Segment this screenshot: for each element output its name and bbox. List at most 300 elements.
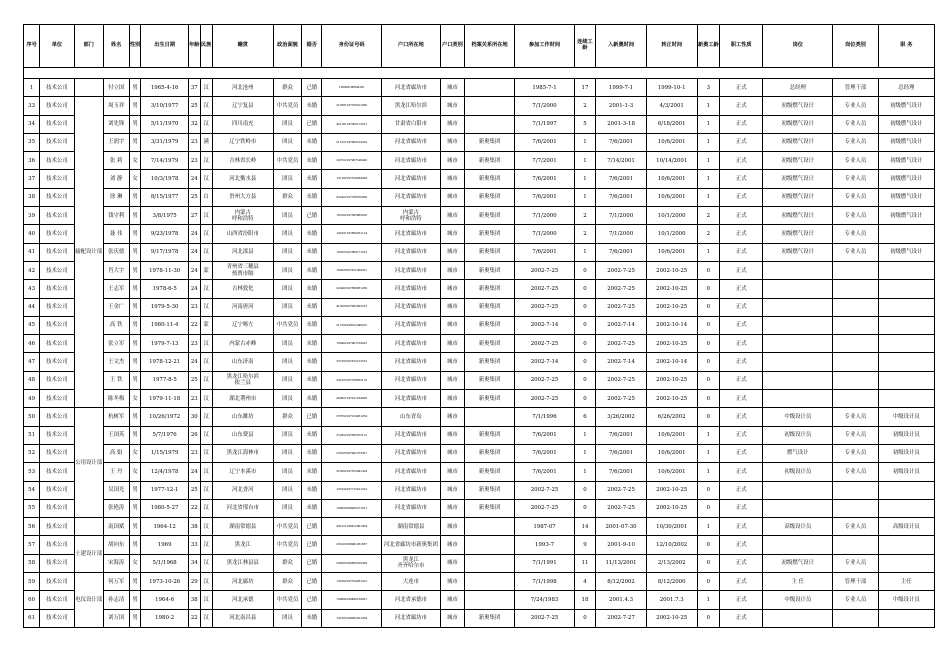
join-date-cell: 2002-7-14 — [596, 353, 647, 371]
gender-cell: 男 — [129, 316, 141, 334]
company-years-cell: 1 — [697, 243, 720, 261]
age-cell: 24 — [188, 353, 200, 371]
column-header: 新奥工龄 — [697, 25, 720, 68]
native-place-cell: 黑龙江哈尔滨 依兰县 — [212, 371, 273, 389]
regularization-date-cell: 10/30/2001 — [646, 518, 697, 536]
title-cell — [878, 609, 934, 627]
serial-cell: 39 — [24, 207, 40, 225]
name-cell: 高 铁 — [103, 316, 129, 334]
id-number-cell: 370103197812212512 — [322, 353, 381, 371]
company-years-cell: 0 — [697, 499, 720, 517]
ethnicity-cell: 汉 — [200, 225, 212, 243]
name-cell: 刘万国 — [103, 609, 129, 627]
employee-type-cell: 正式 — [720, 426, 763, 444]
hukou-type-cell: 城市 — [441, 463, 465, 481]
position-category-cell: 专业人员 — [833, 152, 878, 170]
employee-type-cell: 正式 — [720, 170, 763, 188]
serial-cell: 40 — [24, 225, 40, 243]
age-cell: 34 — [188, 554, 200, 572]
age-cell: 38 — [188, 518, 200, 536]
title-cell: 初级燃气设计 — [878, 170, 934, 188]
birth-date-cell: 1977-8-5 — [141, 371, 188, 389]
position-category-cell: 专业人员 — [833, 444, 878, 462]
name-cell: 张艳涛 — [103, 499, 129, 517]
join-date-cell: 2002-7-25 — [596, 499, 647, 517]
id-number-cell: 230103196901261637 — [322, 536, 381, 554]
archive-location-cell: 新奥集团 — [464, 280, 515, 298]
archive-location-cell — [464, 573, 515, 591]
birth-date-cell: 10/3/1978 — [141, 170, 188, 188]
serial-cell: 43 — [24, 280, 40, 298]
age-cell: 29 — [188, 573, 200, 591]
id-number-cell: 210502197812041324 — [322, 463, 381, 481]
birth-date-cell: 1973-10-26 — [141, 573, 188, 591]
native-place-cell: 黑龙江 — [212, 536, 273, 554]
employee-type-cell: 正式 — [720, 499, 763, 517]
birth-date-cell: 1979-11-18 — [141, 390, 188, 408]
political-status-cell: 团员 — [273, 298, 301, 316]
gender-cell: 男 — [129, 133, 141, 151]
serial-cell: 38 — [24, 188, 40, 206]
regularization-date-cell: 10/6/2001 — [646, 243, 697, 261]
archive-location-cell: 新奥集团 — [464, 499, 515, 517]
join-date-cell: 2002-7-25 — [596, 390, 647, 408]
archive-location-cell — [464, 97, 515, 115]
work-start-date-cell: 7/6/2001 — [515, 444, 574, 462]
service-years-cell: 14 — [574, 518, 596, 536]
name-cell: 吴国光 — [103, 481, 129, 499]
service-years-cell: 0 — [574, 280, 596, 298]
archive-location-cell: 新奥集团 — [464, 243, 515, 261]
regularization-date-cell: 4/3/2001 — [646, 97, 697, 115]
work-start-date-cell: 7/1/2000 — [515, 225, 574, 243]
marital-status-cell: 未婚 — [302, 261, 322, 279]
table-row — [24, 426, 935, 444]
gender-cell: 男 — [129, 426, 141, 444]
service-years-cell: 0 — [574, 609, 596, 627]
political-status-cell: 团员 — [273, 261, 301, 279]
name-cell: 肖大宇 — [103, 261, 129, 279]
position-category-cell — [833, 316, 878, 334]
age-cell: 23 — [188, 152, 200, 170]
column-header: 连续工龄 — [574, 25, 596, 68]
employee-type-cell: 正式 — [720, 591, 763, 609]
native-place-cell: 辽宁喀左 — [212, 316, 273, 334]
marital-status-cell: 已婚 — [302, 79, 322, 97]
employee-type-cell: 正式 — [720, 79, 763, 97]
marital-status-cell: 未婚 — [302, 426, 322, 444]
age-cell: 25 — [188, 97, 200, 115]
join-date-cell: 7/1/2000 — [596, 225, 647, 243]
employee-type-cell: 正式 — [720, 390, 763, 408]
gender-cell: 男 — [129, 79, 141, 97]
native-place-cell: 辽宁复县 — [212, 97, 273, 115]
birth-date-cell: 3/31/1979 — [141, 133, 188, 151]
join-date-cell: 11/13/2001 — [596, 554, 647, 572]
hukou-type-cell: 城市 — [441, 298, 465, 316]
service-years-cell: 0 — [574, 499, 596, 517]
marital-status-cell: 未婚 — [302, 481, 322, 499]
position-category-cell — [833, 280, 878, 298]
archive-location-cell: 新奥集团 — [464, 444, 515, 462]
birth-date-cell: 1964-12 — [141, 518, 188, 536]
regularization-date-cell: 10/1/2000 — [646, 207, 697, 225]
position-category-cell: 专业人员 — [833, 463, 878, 481]
position-category-cell: 专业人员 — [833, 170, 878, 188]
join-date-cell: 3/26/2002 — [596, 408, 647, 426]
position-cell: 初级设计员 — [763, 463, 833, 481]
join-date-cell: 7/6/2001 — [596, 188, 647, 206]
marital-status-cell: 未婚 — [302, 390, 322, 408]
serial-cell: 35 — [24, 133, 40, 151]
unit-cell: 技术公司 — [40, 390, 74, 408]
id-number-cell: 210281197703101456 — [322, 97, 381, 115]
ethnicity-cell: 汉 — [200, 554, 212, 572]
position-category-cell: 专业人员 — [833, 115, 878, 133]
hukou-type-cell: 城市 — [441, 408, 465, 426]
hukou-location-cell: 河北省廊坊市 — [381, 316, 440, 334]
position-cell: 初级燃气设计 — [763, 152, 833, 170]
archive-location-cell — [464, 408, 515, 426]
table-row — [24, 609, 935, 627]
ethnicity-cell: 汉 — [200, 298, 212, 316]
service-years-cell: 18 — [574, 591, 596, 609]
name-cell: 钱守利 — [103, 207, 129, 225]
company-years-cell: 0 — [697, 390, 720, 408]
gender-cell: 男 — [129, 371, 141, 389]
work-start-date-cell: 7/6/2001 — [515, 243, 574, 261]
unit-cell: 技术公司 — [40, 481, 74, 499]
gender-cell: 男 — [129, 115, 141, 133]
position-cell: 初级燃气设计 — [763, 554, 833, 572]
age-cell: 23 — [188, 298, 200, 316]
company-years-cell: 1 — [697, 97, 720, 115]
unit-cell: 技术公司 — [40, 536, 74, 554]
hukou-location-cell: 黑龙江 齐齐哈尔市 — [381, 554, 440, 572]
position-category-cell: 专业人员 — [833, 207, 878, 225]
name-cell: 徐 琳 — [103, 188, 129, 206]
join-date-cell: 2002-7-25 — [596, 481, 647, 499]
work-start-date-cell: 7/6/2001 — [515, 426, 574, 444]
native-place-cell: 辽宁铁岭市 — [212, 133, 273, 151]
name-cell: 宋海涛 — [103, 554, 129, 572]
column-header: 序号 — [24, 25, 40, 68]
service-years-cell: 1 — [574, 170, 596, 188]
hukou-type-cell: 城市 — [441, 335, 465, 353]
serial-cell: 37 — [24, 170, 40, 188]
column-header: 档案关系所在地 — [464, 25, 515, 68]
position-cell: 初级燃气设计 — [763, 188, 833, 206]
name-cell: 高 娟 — [103, 444, 129, 462]
birth-date-cell: 1965-4-16 — [141, 79, 188, 97]
ethnicity-cell: 汉 — [200, 444, 212, 462]
hukou-type-cell: 城市 — [441, 426, 465, 444]
work-start-date-cell: 7/1/1998 — [515, 573, 574, 591]
gender-cell: 男 — [129, 97, 141, 115]
title-cell: 中级设计员 — [878, 591, 934, 609]
id-number-cell: 150102197503085018 — [322, 207, 381, 225]
archive-location-cell: 新奥集团 — [464, 225, 515, 243]
serial-cell: 53 — [24, 463, 40, 481]
serial-cell: 49 — [24, 390, 40, 408]
id-number-cell: 412926197905302213 — [322, 298, 381, 316]
dept-cell — [74, 518, 103, 536]
marital-status-cell: 未婚 — [302, 353, 322, 371]
serial-cell: 33 — [24, 97, 40, 115]
serial-cell: 57 — [24, 536, 40, 554]
join-date-cell: 2002-7-25 — [596, 280, 647, 298]
table-row — [24, 188, 935, 206]
unit-cell: 技术公司 — [40, 225, 74, 243]
regularization-date-cell: 10/6/2001 — [646, 170, 697, 188]
unit-cell: 技术公司 — [40, 463, 74, 481]
title-cell — [878, 261, 934, 279]
gender-cell: 男 — [129, 207, 141, 225]
id-number-cell: 222403197806051230 — [322, 280, 381, 298]
company-years-cell: 0 — [697, 481, 720, 499]
service-years-cell: 2 — [574, 207, 596, 225]
unit-cell: 技术公司 — [40, 591, 74, 609]
column-header: 参加工作时间 — [515, 25, 574, 68]
hukou-location-cell: 河北省廊坊市 — [381, 298, 440, 316]
join-date-cell: 2001-9-10 — [596, 536, 647, 554]
birth-date-cell: 3/10/1977 — [141, 97, 188, 115]
regularization-date-cell: 2002-10-25 — [646, 261, 697, 279]
gender-cell: 女 — [129, 152, 141, 170]
name-cell: 王国英 — [103, 426, 129, 444]
birth-date-cell: 1969 — [141, 536, 188, 554]
marital-status-cell: 未婚 — [302, 463, 322, 481]
native-place-cell: 吉林省长岭 — [212, 152, 273, 170]
employee-type-cell: 正式 — [720, 261, 763, 279]
company-years-cell: 1 — [697, 444, 720, 462]
marital-status-cell: 未婚 — [302, 609, 322, 627]
work-start-date-cell: 1987-07 — [515, 518, 574, 536]
serial-cell: 34 — [24, 115, 40, 133]
hukou-type-cell: 城市 — [441, 481, 465, 499]
age-cell: 23 — [188, 390, 200, 408]
table-row — [24, 207, 935, 225]
birth-date-cell: 1980-2 — [141, 609, 188, 627]
company-years-cell: 0 — [697, 554, 720, 572]
hukou-type-cell: 城市 — [441, 225, 465, 243]
dept-cell: 土建设计部 — [74, 536, 103, 573]
marital-status-cell: 未婚 — [302, 225, 322, 243]
marital-status-cell: 未婚 — [302, 152, 322, 170]
employee-type-cell: 正式 — [720, 280, 763, 298]
serial-cell: 1 — [24, 79, 40, 97]
position-category-cell — [833, 371, 878, 389]
unit-cell: 技术公司 — [40, 499, 74, 517]
hukou-type-cell: 城市 — [441, 152, 465, 170]
company-years-cell: 0 — [697, 371, 720, 389]
ethnicity-cell: 汉 — [200, 152, 212, 170]
hukou-location-cell: 河北省廊坊市 — [381, 609, 440, 627]
position-category-cell: 专业人员 — [833, 225, 878, 243]
column-header: 政治面貌 — [273, 25, 301, 68]
hukou-location-cell: 河北省廊坊市 — [381, 79, 440, 97]
gender-cell: 男 — [129, 481, 141, 499]
archive-location-cell: 新奥集团 — [464, 371, 515, 389]
birth-date-cell: 10/26/1972 — [141, 408, 188, 426]
company-years-cell: 1 — [697, 170, 720, 188]
hukou-type-cell: 城市 — [441, 371, 465, 389]
hukou-type-cell: 城市 — [441, 316, 465, 334]
work-start-date-cell: 2002-7-25 — [515, 280, 574, 298]
hukou-type-cell: 城市 — [441, 207, 465, 225]
dept-cell — [74, 79, 103, 97]
gender-cell: 女 — [129, 463, 141, 481]
unit-cell: 技术公司 — [40, 371, 74, 389]
position-cell: 中级设计员 — [763, 408, 833, 426]
id-number-cell: 230123197708053116 — [322, 371, 381, 389]
work-start-date-cell: 7/1/1996 — [515, 408, 574, 426]
position-category-cell: 管理干部 — [833, 573, 878, 591]
archive-location-cell: 新奥集团 — [464, 152, 515, 170]
employee-type-cell: 正式 — [720, 609, 763, 627]
gender-cell: 男 — [129, 335, 141, 353]
id-number-cell: 131024197712011413 — [322, 481, 381, 499]
marital-status-cell: 已婚 — [302, 408, 322, 426]
employee-type-cell: 正式 — [720, 554, 763, 572]
work-start-date-cell: 7/6/2001 — [515, 170, 574, 188]
position-category-cell — [833, 353, 878, 371]
service-years-cell: 4 — [574, 573, 596, 591]
regularization-date-cell: 2002-10-25 — [646, 371, 697, 389]
age-cell: 33 — [188, 536, 200, 554]
archive-location-cell: 新奥集团 — [464, 261, 515, 279]
hukou-location-cell: 黑龙江哈尔滨 — [381, 97, 440, 115]
title-cell: 初级设计员 — [878, 444, 934, 462]
marital-status-cell: 已婚 — [302, 573, 322, 591]
serial-cell: 47 — [24, 353, 40, 371]
age-cell: 32 — [188, 115, 200, 133]
marital-status-cell: 未婚 — [302, 133, 322, 151]
company-years-cell: 2 — [697, 225, 720, 243]
birth-date-cell: 9/17/1978 — [141, 243, 188, 261]
work-start-date-cell: 2002-7-25 — [515, 390, 574, 408]
join-date-cell: 2001-07-30 — [596, 518, 647, 536]
position-cell — [763, 536, 833, 554]
native-place-cell: 河北香河 — [212, 481, 273, 499]
serial-cell: 60 — [24, 591, 40, 609]
service-years-cell: 1 — [574, 444, 596, 462]
service-years-cell: 1 — [574, 463, 596, 481]
serial-cell: 58 — [24, 554, 40, 572]
id-number-cell: 420821197911184026 — [322, 390, 381, 408]
company-years-cell: 2 — [697, 207, 720, 225]
native-place-cell: 河北承德 — [212, 591, 273, 609]
hukou-location-cell: 河北省廊坊市 — [381, 390, 440, 408]
table-row — [24, 371, 935, 389]
marital-status-cell: 未婚 — [302, 188, 322, 206]
id-number-cell: 370702197210261254 — [322, 408, 381, 426]
position-cell: 初级燃气设计 — [763, 225, 833, 243]
hukou-location-cell: 河北省廊坊市 — [381, 243, 440, 261]
ethnicity-cell: 汉 — [200, 79, 212, 97]
native-place-cell: 吉林敦化 — [212, 280, 273, 298]
ethnicity-cell: 蒙 — [200, 316, 212, 334]
ethnicity-cell: 满 — [200, 133, 212, 151]
ethnicity-cell: 汉 — [200, 243, 212, 261]
ethnicity-cell: 汉 — [200, 536, 212, 554]
archive-location-cell: 新奥集团 — [464, 426, 515, 444]
work-start-date-cell: 2002-7-25 — [515, 335, 574, 353]
ethnicity-cell: 汉 — [200, 280, 212, 298]
position-cell — [763, 353, 833, 371]
service-years-cell: 17 — [574, 79, 596, 97]
native-place-cell: 四川南充 — [212, 115, 273, 133]
regularization-date-cell: 10/6/2001 — [646, 188, 697, 206]
political-status-cell: 中共党员 — [273, 518, 301, 536]
marital-status-cell: 未婚 — [302, 97, 322, 115]
political-status-cell: 团员 — [273, 609, 301, 627]
native-place-cell: 贵州大方县 — [212, 188, 273, 206]
unit-cell: 技术公司 — [40, 518, 74, 536]
service-years-cell: 1 — [574, 133, 596, 151]
marital-status-cell: 已婚 — [302, 591, 322, 609]
employee-type-cell: 正式 — [720, 408, 763, 426]
serial-cell: 41 — [24, 243, 40, 261]
id-number-cell: 372822197605073112 — [322, 426, 381, 444]
table-row — [24, 335, 935, 353]
regularization-date-cell: 10/6/2001 — [646, 133, 697, 151]
work-start-date-cell: 7/6/2001 — [515, 188, 574, 206]
hukou-type-cell: 城市 — [441, 390, 465, 408]
dept-cell: 公用设计部 — [74, 408, 103, 518]
join-date-cell: 7/6/2001 — [596, 444, 647, 462]
position-cell: 初级燃气设计 — [763, 97, 833, 115]
marital-status-cell: 未婚 — [302, 243, 322, 261]
ethnicity-cell: 汉 — [200, 408, 212, 426]
company-years-cell: 0 — [697, 261, 720, 279]
hukou-location-cell: 河北省廊坊市 — [381, 133, 440, 151]
hukou-location-cell: 河北省廊坊市 — [381, 353, 440, 371]
name-cell: 刘 静 — [103, 170, 129, 188]
native-place-cell: 黑龙江海林市 — [212, 444, 273, 462]
native-place-cell: 河北沧州 — [212, 79, 273, 97]
gender-cell: 男 — [129, 243, 141, 261]
position-category-cell: 专业人员 — [833, 97, 878, 115]
marital-status-cell: 未婚 — [302, 371, 322, 389]
political-status-cell: 团员 — [273, 170, 301, 188]
regularization-date-cell: 10/14/2001 — [646, 152, 697, 170]
work-start-date-cell: 2002-7-25 — [515, 481, 574, 499]
serial-cell: 61 — [24, 609, 40, 627]
column-header: 籍贯 — [212, 25, 273, 68]
title-cell — [878, 225, 934, 243]
regularization-date-cell: 2002-10-14 — [646, 353, 697, 371]
name-cell: 付立国 — [103, 79, 129, 97]
position-category-cell — [833, 390, 878, 408]
unit-cell: 技术公司 — [40, 426, 74, 444]
serial-cell: 36 — [24, 152, 40, 170]
name-cell: 南国斌 — [103, 518, 129, 536]
serial-cell: 56 — [24, 518, 40, 536]
company-years-cell: 0 — [697, 536, 720, 554]
hukou-location-cell: 河北省廊坊市 — [381, 481, 440, 499]
unit-cell: 技术公司 — [40, 573, 74, 591]
employee-type-cell: 正式 — [720, 133, 763, 151]
archive-location-cell: 新奥集团 — [464, 298, 515, 316]
id-number-cell: 142331197809231114 — [322, 225, 381, 243]
table-row — [24, 591, 935, 609]
join-date-cell: 7/6/2001 — [596, 463, 647, 481]
position-cell — [763, 298, 833, 316]
company-years-cell: 0 — [697, 335, 720, 353]
join-date-cell: 2001.4.3 — [596, 591, 647, 609]
political-status-cell: 团员 — [273, 335, 301, 353]
